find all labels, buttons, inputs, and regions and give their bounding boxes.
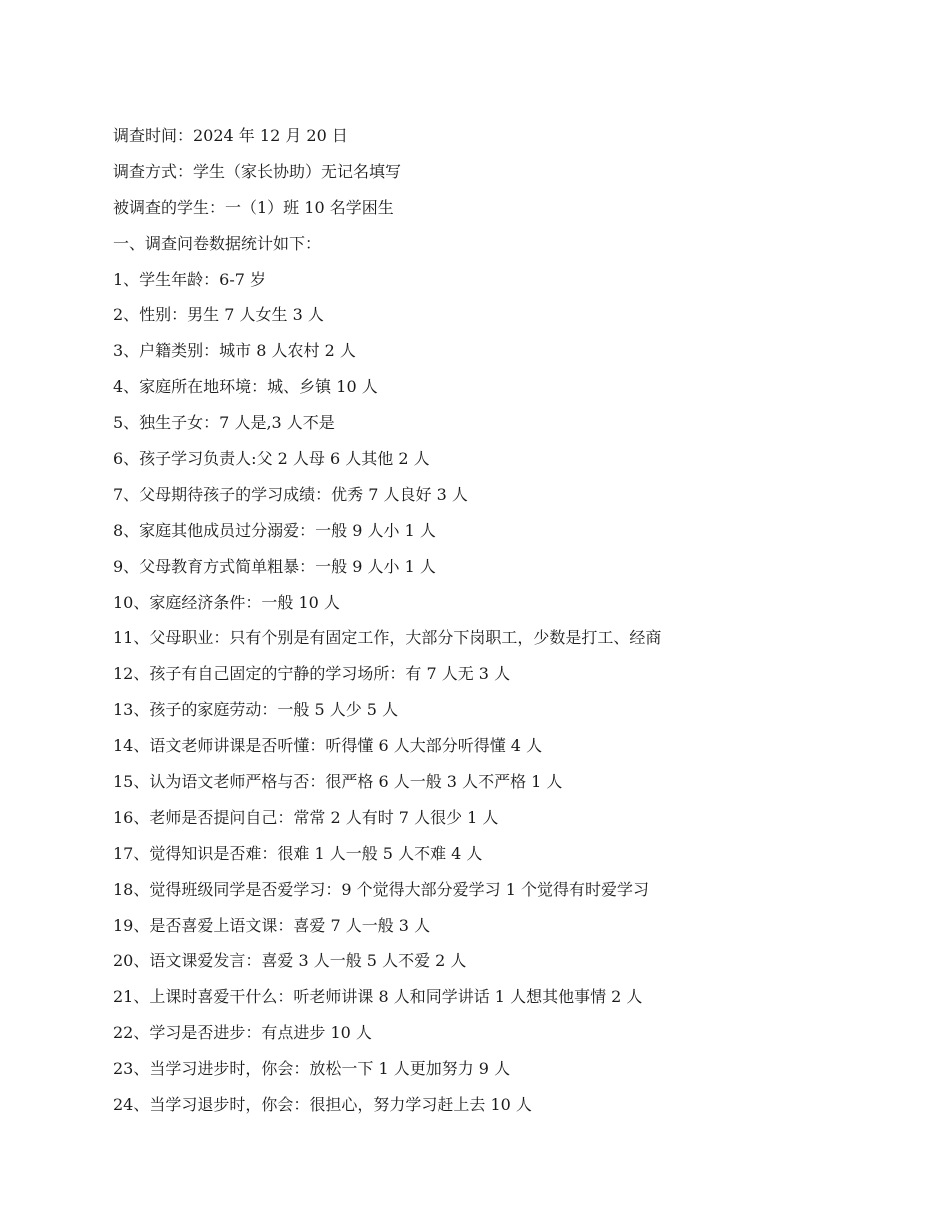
list-item: 19、是否喜爱上语文课：喜爱 7 人一般 3 人: [113, 915, 431, 935]
list-item: 22、学习是否进步：有点进步 10 人: [113, 1023, 372, 1043]
section-heading: 一、调查问卷数据统计如下：: [113, 233, 322, 253]
list-item: 12、孩子有自己固定的宁静的学习场所：有 7 人无 3 人: [113, 664, 511, 684]
survey-time: 调查时间：2024 年 12 月 20 日: [113, 126, 348, 145]
list-item: 8、家庭其他成员过分溺爱：一般 9 人小 1 人: [113, 520, 436, 540]
list-item: 21、上课时喜爱干什么：听老师讲课 8 人和同学讲话 1 人想其他事情 2 人: [113, 987, 643, 1007]
list-item: 2、性别：男生 7 人女生 3 人: [113, 305, 324, 325]
list-item: 5、独生子女：7 人是,3 人不是: [113, 413, 335, 433]
list-item: 17、觉得知识是否难：很难 1 人一般 5 人不难 4 人: [113, 843, 483, 863]
list-item: 15、认为语文老师严格与否：很严格 6 人一般 3 人不严格 1 人: [113, 772, 563, 792]
list-item: 13、孩子的家庭劳动：一般 5 人少 5 人: [113, 700, 399, 720]
list-item: 4、家庭所在地环境：城、乡镇 10 人: [113, 377, 378, 397]
list-item: 18、觉得班级同学是否爱学习：9 个觉得大部分爱学习 1 个觉得有时爱学习: [113, 879, 649, 899]
list-item: 23、当学习进步时，你会：放松一下 1 人更加努力 9 人: [113, 1059, 511, 1079]
list-item: 10、家庭经济条件：一般 10 人: [113, 592, 340, 612]
list-item: 1、学生年龄：6-7 岁: [113, 269, 267, 289]
survey-method: 调查方式：学生（家长协助）无记名填写: [113, 161, 402, 181]
list-item: 7、父母期待孩子的学习成绩：优秀 7 人良好 3 人: [113, 484, 468, 504]
list-item: 20、语文课爱发言：喜爱 3 人一般 5 人不爱 2 人: [113, 951, 467, 971]
list-item: 14、语文老师讲课是否听懂：听得懂 6 人大部分听得懂 4 人: [113, 736, 543, 756]
list-item: 9、父母教育方式简单粗暴：一般 9 人小 1 人: [113, 556, 436, 576]
list-item: 11、父母职业：只有个别是有固定工作，大部分下岗职工，少数是打工、经商: [113, 628, 662, 648]
list-item: 24、当学习退步时，你会：很担心，努力学习赶上去 10 人: [113, 1095, 532, 1115]
document-body: [113, 125, 913, 1130]
list-item: 3、户籍类别：城市 8 人农村 2 人: [113, 341, 356, 361]
list-item: 6、孩子学习负责人:父 2 人母 6 人其他 2 人: [113, 449, 430, 469]
list-item: 16、老师是否提问自己：常常 2 人有时 7 人很少 1 人: [113, 807, 499, 827]
surveyed-students: 被调查的学生：一（1）班 10 名学困生: [113, 197, 394, 217]
